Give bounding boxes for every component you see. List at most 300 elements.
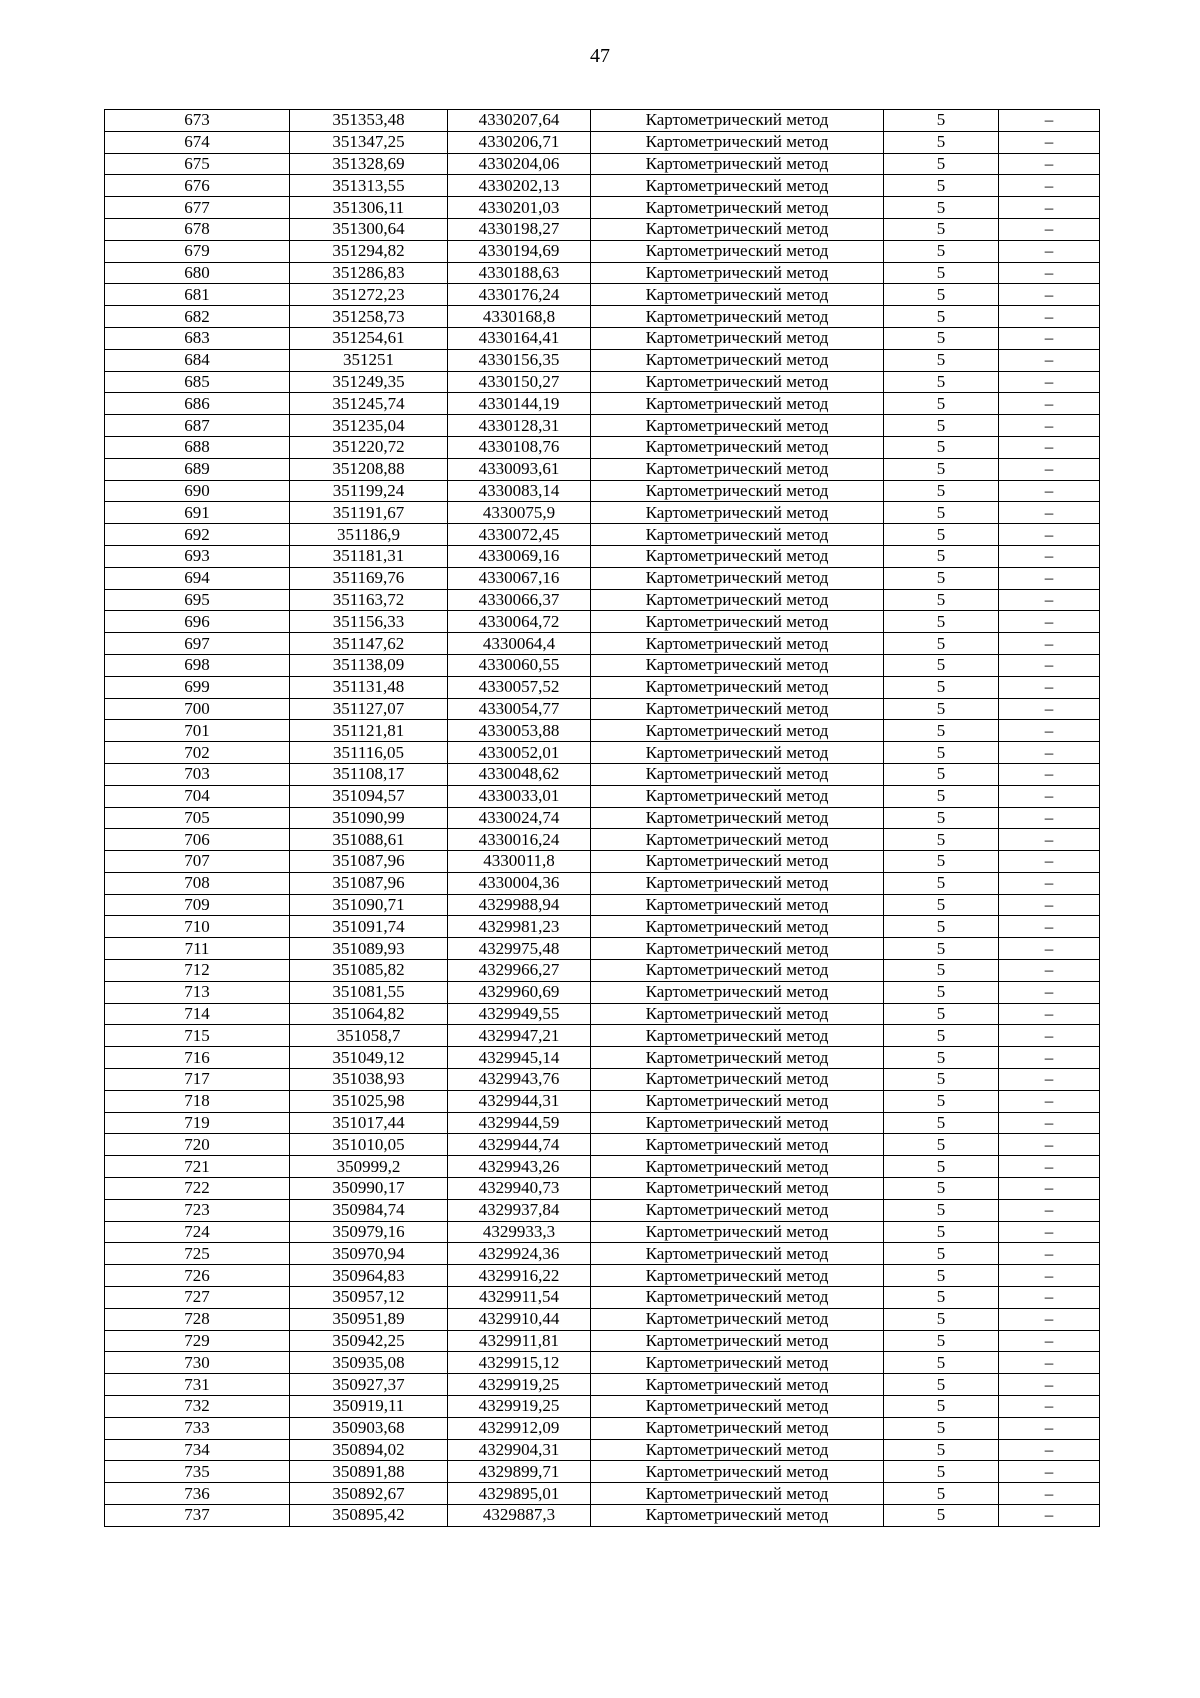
table-row [105, 240, 1100, 262]
description-cell: – [999, 393, 1100, 415]
point-number-cell: 733 [105, 1417, 290, 1439]
method-cell: Картометрический метод [591, 720, 884, 742]
description-cell: – [999, 1483, 1100, 1505]
method-cell: Картометрический метод [591, 110, 884, 132]
description-cell: – [999, 436, 1100, 458]
table-row [105, 131, 1100, 153]
table-row [105, 1417, 1100, 1439]
x-coordinate-cell: 350894,02 [290, 1439, 448, 1461]
point-number-cell: 675 [105, 153, 290, 175]
y-coordinate-cell: 4330064,72 [448, 611, 591, 633]
table-row [105, 1483, 1100, 1505]
x-coordinate-cell: 351306,11 [290, 197, 448, 219]
accuracy-cell: 5 [884, 720, 999, 742]
x-coordinate-cell: 351220,72 [290, 436, 448, 458]
description-cell: – [999, 1396, 1100, 1418]
table-row [105, 1090, 1100, 1112]
y-coordinate-cell: 4329933,3 [448, 1221, 591, 1243]
table-row [105, 1374, 1100, 1396]
point-number-cell: 677 [105, 197, 290, 219]
accuracy-cell: 5 [884, 1199, 999, 1221]
point-number-cell: 685 [105, 371, 290, 393]
y-coordinate-cell: 4330188,63 [448, 262, 591, 284]
method-cell: Картометрический метод [591, 175, 884, 197]
method-cell: Картометрический метод [591, 1461, 884, 1483]
table-row [105, 153, 1100, 175]
method-cell: Картометрический метод [591, 1025, 884, 1047]
table-row [105, 1265, 1100, 1287]
description-cell: – [999, 589, 1100, 611]
method-cell: Картометрический метод [591, 1134, 884, 1156]
accuracy-cell: 5 [884, 1090, 999, 1112]
method-cell: Картометрический метод [591, 1090, 884, 1112]
description-cell: – [999, 676, 1100, 698]
accuracy-cell: 5 [884, 240, 999, 262]
description-cell: – [999, 872, 1100, 894]
point-number-cell: 686 [105, 393, 290, 415]
y-coordinate-cell: 4330108,76 [448, 436, 591, 458]
method-cell: Картометрический метод [591, 981, 884, 1003]
coordinates-table [104, 109, 1100, 1527]
method-cell: Картометрический метод [591, 611, 884, 633]
accuracy-cell: 5 [884, 1396, 999, 1418]
table-row [105, 742, 1100, 764]
point-number-cell: 695 [105, 589, 290, 611]
accuracy-cell: 5 [884, 502, 999, 524]
method-cell: Картометрический метод [591, 1003, 884, 1025]
x-coordinate-cell: 351094,57 [290, 785, 448, 807]
method-cell: Картометрический метод [591, 1483, 884, 1505]
method-cell: Картометрический метод [591, 938, 884, 960]
description-cell: – [999, 654, 1100, 676]
accuracy-cell: 5 [884, 981, 999, 1003]
accuracy-cell: 5 [884, 1461, 999, 1483]
accuracy-cell: 5 [884, 436, 999, 458]
accuracy-cell: 5 [884, 589, 999, 611]
point-number-cell: 697 [105, 633, 290, 655]
method-cell: Картометрический метод [591, 1265, 884, 1287]
description-cell: – [999, 698, 1100, 720]
method-cell: Картометрический метод [591, 851, 884, 873]
accuracy-cell: 5 [884, 1025, 999, 1047]
method-cell: Картометрический метод [591, 1069, 884, 1091]
table-row [105, 1461, 1100, 1483]
description-cell: – [999, 1090, 1100, 1112]
table-row [105, 1199, 1100, 1221]
y-coordinate-cell: 4330069,16 [448, 545, 591, 567]
x-coordinate-cell: 351249,35 [290, 371, 448, 393]
point-number-cell: 691 [105, 502, 290, 524]
y-coordinate-cell: 4330176,24 [448, 284, 591, 306]
accuracy-cell: 5 [884, 545, 999, 567]
method-cell: Картометрический метод [591, 262, 884, 284]
point-number-cell: 688 [105, 436, 290, 458]
method-cell: Картометрический метод [591, 916, 884, 938]
table-row [105, 197, 1100, 219]
method-cell: Картометрический метод [591, 131, 884, 153]
accuracy-cell: 5 [884, 916, 999, 938]
point-number-cell: 712 [105, 960, 290, 982]
x-coordinate-cell: 351186,9 [290, 524, 448, 546]
table-row [105, 763, 1100, 785]
accuracy-cell: 5 [884, 458, 999, 480]
description-cell: – [999, 981, 1100, 1003]
table-row [105, 1003, 1100, 1025]
y-coordinate-cell: 4329919,25 [448, 1396, 591, 1418]
point-number-cell: 698 [105, 654, 290, 676]
description-cell: – [999, 1330, 1100, 1352]
method-cell: Картометрический метод [591, 284, 884, 306]
accuracy-cell: 5 [884, 894, 999, 916]
x-coordinate-cell: 350957,12 [290, 1287, 448, 1309]
table-row [105, 415, 1100, 437]
accuracy-cell: 5 [884, 110, 999, 132]
table-row [105, 720, 1100, 742]
y-coordinate-cell: 4330053,88 [448, 720, 591, 742]
method-cell: Картометрический метод [591, 524, 884, 546]
table-row [105, 502, 1100, 524]
point-number-cell: 683 [105, 327, 290, 349]
y-coordinate-cell: 4330011,8 [448, 851, 591, 873]
table-row [105, 480, 1100, 502]
description-cell: – [999, 1287, 1100, 1309]
table-row [105, 524, 1100, 546]
accuracy-cell: 5 [884, 1439, 999, 1461]
y-coordinate-cell: 4330207,64 [448, 110, 591, 132]
point-number-cell: 696 [105, 611, 290, 633]
y-coordinate-cell: 4330156,35 [448, 349, 591, 371]
method-cell: Картометрический метод [591, 1439, 884, 1461]
y-coordinate-cell: 4330206,71 [448, 131, 591, 153]
table-row [105, 1243, 1100, 1265]
x-coordinate-cell: 351049,12 [290, 1047, 448, 1069]
x-coordinate-cell: 350979,16 [290, 1221, 448, 1243]
point-number-cell: 690 [105, 480, 290, 502]
accuracy-cell: 5 [884, 1287, 999, 1309]
point-number-cell: 716 [105, 1047, 290, 1069]
y-coordinate-cell: 4330048,62 [448, 763, 591, 785]
y-coordinate-cell: 4329945,14 [448, 1047, 591, 1069]
accuracy-cell: 5 [884, 785, 999, 807]
description-cell: – [999, 1439, 1100, 1461]
table-row [105, 894, 1100, 916]
method-cell: Картометрический метод [591, 1352, 884, 1374]
accuracy-cell: 5 [884, 480, 999, 502]
table-row [105, 327, 1100, 349]
description-cell: – [999, 1374, 1100, 1396]
description-cell: – [999, 131, 1100, 153]
y-coordinate-cell: 4329937,84 [448, 1199, 591, 1221]
accuracy-cell: 5 [884, 872, 999, 894]
table-row [105, 1287, 1100, 1309]
table-row [105, 1330, 1100, 1352]
description-cell: – [999, 785, 1100, 807]
point-number-cell: 734 [105, 1439, 290, 1461]
x-coordinate-cell: 350891,88 [290, 1461, 448, 1483]
method-cell: Картометрический метод [591, 1156, 884, 1178]
y-coordinate-cell: 4329915,12 [448, 1352, 591, 1374]
method-cell: Картометрический метод [591, 589, 884, 611]
x-coordinate-cell: 351127,07 [290, 698, 448, 720]
y-coordinate-cell: 4330066,37 [448, 589, 591, 611]
y-coordinate-cell: 4330194,69 [448, 240, 591, 262]
description-cell: – [999, 1047, 1100, 1069]
x-coordinate-cell: 351147,62 [290, 633, 448, 655]
method-cell: Картометрический метод [591, 1417, 884, 1439]
description-cell: – [999, 1417, 1100, 1439]
x-coordinate-cell: 351245,74 [290, 393, 448, 415]
description-cell: – [999, 807, 1100, 829]
method-cell: Картометрический метод [591, 1112, 884, 1134]
y-coordinate-cell: 4329988,94 [448, 894, 591, 916]
point-number-cell: 700 [105, 698, 290, 720]
method-cell: Картометрический метод [591, 1287, 884, 1309]
y-coordinate-cell: 4330128,31 [448, 415, 591, 437]
table-row [105, 349, 1100, 371]
accuracy-cell: 5 [884, 654, 999, 676]
point-number-cell: 682 [105, 306, 290, 328]
point-number-cell: 726 [105, 1265, 290, 1287]
description-cell: – [999, 720, 1100, 742]
point-number-cell: 723 [105, 1199, 290, 1221]
description-cell: – [999, 1156, 1100, 1178]
method-cell: Картометрический метод [591, 327, 884, 349]
description-cell: – [999, 1134, 1100, 1156]
description-cell: – [999, 1003, 1100, 1025]
point-number-cell: 711 [105, 938, 290, 960]
description-cell: – [999, 851, 1100, 873]
method-cell: Картометрический метод [591, 1243, 884, 1265]
table-row [105, 1221, 1100, 1243]
table-row [105, 393, 1100, 415]
x-coordinate-cell: 351131,48 [290, 676, 448, 698]
y-coordinate-cell: 4330060,55 [448, 654, 591, 676]
accuracy-cell: 5 [884, 524, 999, 546]
description-cell: – [999, 1308, 1100, 1330]
x-coordinate-cell: 350964,83 [290, 1265, 448, 1287]
point-number-cell: 705 [105, 807, 290, 829]
y-coordinate-cell: 4329911,81 [448, 1330, 591, 1352]
point-number-cell: 709 [105, 894, 290, 916]
y-coordinate-cell: 4329940,73 [448, 1178, 591, 1200]
point-number-cell: 702 [105, 742, 290, 764]
method-cell: Картометрический метод [591, 633, 884, 655]
method-cell: Картометрический метод [591, 415, 884, 437]
x-coordinate-cell: 350942,25 [290, 1330, 448, 1352]
accuracy-cell: 5 [884, 131, 999, 153]
point-number-cell: 735 [105, 1461, 290, 1483]
table-row [105, 1352, 1100, 1374]
y-coordinate-cell: 4330198,27 [448, 218, 591, 240]
accuracy-cell: 5 [884, 1134, 999, 1156]
accuracy-cell: 5 [884, 153, 999, 175]
accuracy-cell: 5 [884, 197, 999, 219]
method-cell: Картометрический метод [591, 894, 884, 916]
point-number-cell: 703 [105, 763, 290, 785]
accuracy-cell: 5 [884, 567, 999, 589]
method-cell: Картометрический метод [591, 1374, 884, 1396]
accuracy-cell: 5 [884, 807, 999, 829]
description-cell: – [999, 262, 1100, 284]
table-row [105, 262, 1100, 284]
x-coordinate-cell: 351081,55 [290, 981, 448, 1003]
method-cell: Картометрический метод [591, 829, 884, 851]
y-coordinate-cell: 4329944,59 [448, 1112, 591, 1134]
accuracy-cell: 5 [884, 1505, 999, 1527]
point-number-cell: 715 [105, 1025, 290, 1047]
point-number-cell: 728 [105, 1308, 290, 1330]
table-row [105, 1069, 1100, 1091]
table-row [105, 371, 1100, 393]
method-cell: Картометрический метод [591, 1505, 884, 1527]
point-number-cell: 678 [105, 218, 290, 240]
y-coordinate-cell: 4330201,03 [448, 197, 591, 219]
point-number-cell: 684 [105, 349, 290, 371]
accuracy-cell: 5 [884, 175, 999, 197]
page-number: 47 [590, 45, 610, 67]
x-coordinate-cell: 351138,09 [290, 654, 448, 676]
table-row [105, 458, 1100, 480]
point-number-cell: 699 [105, 676, 290, 698]
method-cell: Картометрический метод [591, 1047, 884, 1069]
description-cell: – [999, 960, 1100, 982]
x-coordinate-cell: 351017,44 [290, 1112, 448, 1134]
x-coordinate-cell: 351181,31 [290, 545, 448, 567]
accuracy-cell: 5 [884, 676, 999, 698]
x-coordinate-cell: 351347,25 [290, 131, 448, 153]
x-coordinate-cell: 350984,74 [290, 1199, 448, 1221]
point-number-cell: 693 [105, 545, 290, 567]
x-coordinate-cell: 351121,81 [290, 720, 448, 742]
accuracy-cell: 5 [884, 698, 999, 720]
y-coordinate-cell: 4330168,8 [448, 306, 591, 328]
accuracy-cell: 5 [884, 284, 999, 306]
x-coordinate-cell: 350903,68 [290, 1417, 448, 1439]
description-cell: – [999, 938, 1100, 960]
x-coordinate-cell: 350895,42 [290, 1505, 448, 1527]
accuracy-cell: 5 [884, 960, 999, 982]
point-number-cell: 701 [105, 720, 290, 742]
description-cell: – [999, 611, 1100, 633]
point-number-cell: 717 [105, 1069, 290, 1091]
table-row [105, 545, 1100, 567]
accuracy-cell: 5 [884, 742, 999, 764]
description-cell: – [999, 633, 1100, 655]
y-coordinate-cell: 4329981,23 [448, 916, 591, 938]
method-cell: Картометрический метод [591, 197, 884, 219]
method-cell: Картометрический метод [591, 349, 884, 371]
table-row [105, 872, 1100, 894]
point-number-cell: 737 [105, 1505, 290, 1527]
accuracy-cell: 5 [884, 829, 999, 851]
accuracy-cell: 5 [884, 1308, 999, 1330]
x-coordinate-cell: 350927,37 [290, 1374, 448, 1396]
y-coordinate-cell: 4330144,19 [448, 393, 591, 415]
table-row [105, 829, 1100, 851]
description-cell: – [999, 1243, 1100, 1265]
y-coordinate-cell: 4330033,01 [448, 785, 591, 807]
x-coordinate-cell: 351085,82 [290, 960, 448, 982]
accuracy-cell: 5 [884, 1069, 999, 1091]
point-number-cell: 721 [105, 1156, 290, 1178]
method-cell: Картометрический метод [591, 545, 884, 567]
accuracy-cell: 5 [884, 1178, 999, 1200]
point-number-cell: 719 [105, 1112, 290, 1134]
point-number-cell: 710 [105, 916, 290, 938]
description-cell: – [999, 1069, 1100, 1091]
table-row [105, 110, 1100, 132]
description-cell: – [999, 1112, 1100, 1134]
x-coordinate-cell: 351353,48 [290, 110, 448, 132]
table-row [105, 1025, 1100, 1047]
y-coordinate-cell: 4330024,74 [448, 807, 591, 829]
x-coordinate-cell: 351300,64 [290, 218, 448, 240]
point-number-cell: 694 [105, 567, 290, 589]
description-cell: – [999, 1461, 1100, 1483]
x-coordinate-cell: 351254,61 [290, 327, 448, 349]
y-coordinate-cell: 4329944,74 [448, 1134, 591, 1156]
description-cell: – [999, 567, 1100, 589]
point-number-cell: 724 [105, 1221, 290, 1243]
table-row [105, 1439, 1100, 1461]
y-coordinate-cell: 4329975,48 [448, 938, 591, 960]
table-row [105, 1112, 1100, 1134]
method-cell: Картометрический метод [591, 480, 884, 502]
method-cell: Картометрический метод [591, 1178, 884, 1200]
y-coordinate-cell: 4330202,13 [448, 175, 591, 197]
y-coordinate-cell: 4330016,24 [448, 829, 591, 851]
point-number-cell: 725 [105, 1243, 290, 1265]
description-cell: – [999, 480, 1100, 502]
description-cell: – [999, 415, 1100, 437]
point-number-cell: 674 [105, 131, 290, 153]
point-number-cell: 689 [105, 458, 290, 480]
table-row [105, 218, 1100, 240]
method-cell: Картометрический метод [591, 436, 884, 458]
accuracy-cell: 5 [884, 1374, 999, 1396]
table-row [105, 306, 1100, 328]
description-cell: – [999, 175, 1100, 197]
accuracy-cell: 5 [884, 218, 999, 240]
coordinates-table-body [105, 110, 1100, 1527]
x-coordinate-cell: 350999,2 [290, 1156, 448, 1178]
point-number-cell: 729 [105, 1330, 290, 1352]
x-coordinate-cell: 351251 [290, 349, 448, 371]
accuracy-cell: 5 [884, 763, 999, 785]
y-coordinate-cell: 4329919,25 [448, 1374, 591, 1396]
description-cell: – [999, 218, 1100, 240]
x-coordinate-cell: 351156,33 [290, 611, 448, 633]
accuracy-cell: 5 [884, 393, 999, 415]
y-coordinate-cell: 4330064,4 [448, 633, 591, 655]
y-coordinate-cell: 4329911,54 [448, 1287, 591, 1309]
table-row [105, 698, 1100, 720]
method-cell: Картометрический метод [591, 393, 884, 415]
x-coordinate-cell: 351163,72 [290, 589, 448, 611]
table-row [105, 916, 1100, 938]
x-coordinate-cell: 350935,08 [290, 1352, 448, 1374]
x-coordinate-cell: 351088,61 [290, 829, 448, 851]
method-cell: Картометрический метод [591, 1199, 884, 1221]
y-coordinate-cell: 4329912,09 [448, 1417, 591, 1439]
table-row [105, 1047, 1100, 1069]
method-cell: Картометрический метод [591, 458, 884, 480]
x-coordinate-cell: 351328,69 [290, 153, 448, 175]
point-number-cell: 727 [105, 1287, 290, 1309]
x-coordinate-cell: 351286,83 [290, 262, 448, 284]
accuracy-cell: 5 [884, 633, 999, 655]
accuracy-cell: 5 [884, 1483, 999, 1505]
